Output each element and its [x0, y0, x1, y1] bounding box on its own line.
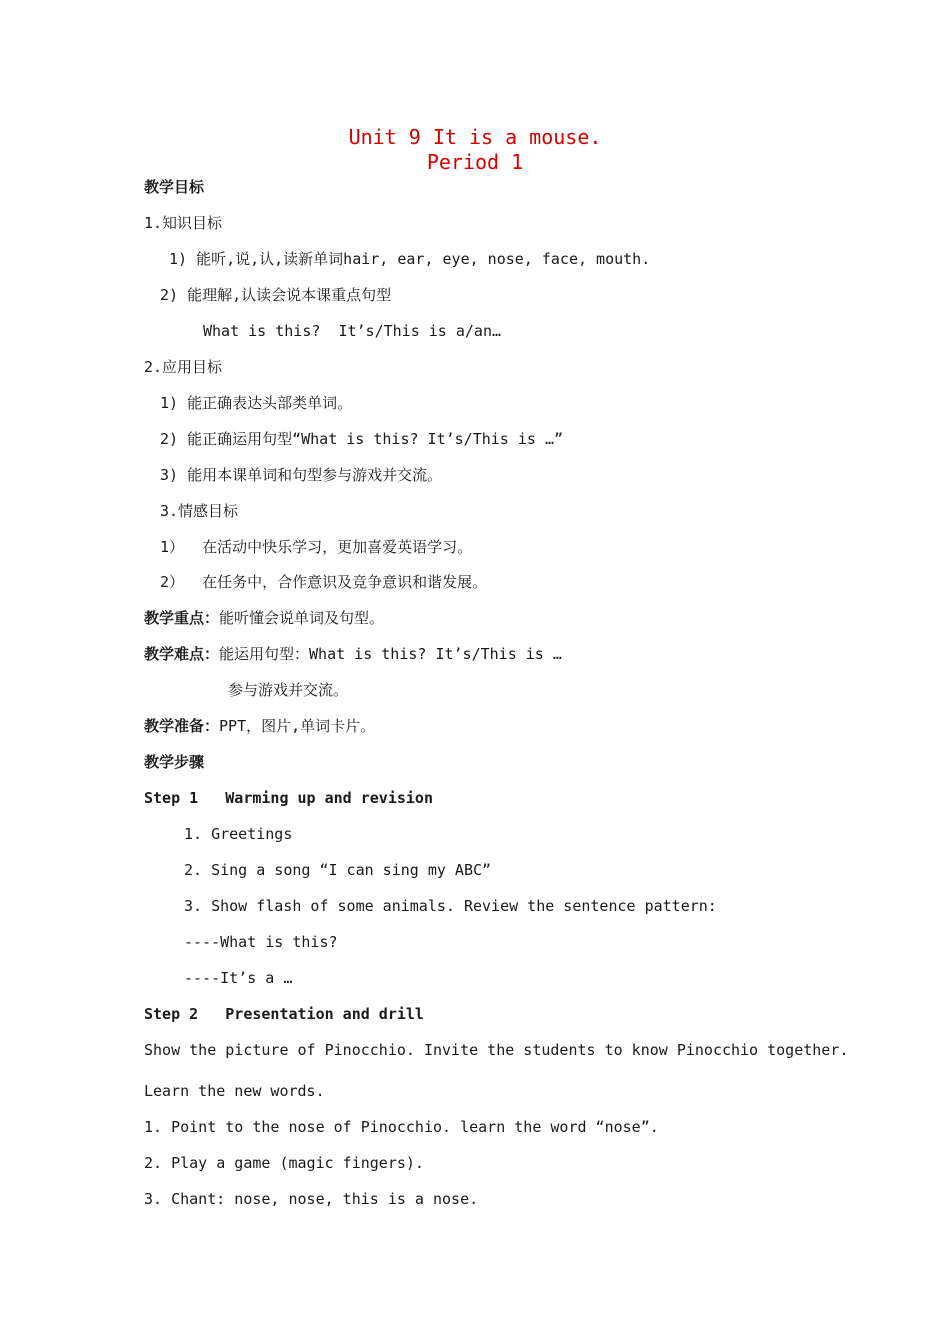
step1-item: 2. Sing a song “I can sing my ABC”: [184, 861, 492, 879]
step2-item: 2. Play a game (magic fingers).: [144, 1154, 424, 1172]
emotion-item: 2） 在任务中，合作意识及竞争意识和谐发展。: [160, 573, 488, 591]
preparation-text: PPT，图片,单词卡片。: [219, 717, 376, 735]
step2-heading: Step 2 Presentation and drill: [144, 1005, 424, 1023]
difficult-points-text: 能运用句型：What is this? It’s/This is …: [219, 645, 562, 663]
step1-item: 1. Greetings: [184, 825, 293, 843]
step1-item: ----What is this?: [184, 933, 338, 951]
step1-heading: Step 1 Warming up and revision: [144, 789, 433, 807]
preparation-label: 教学准备：: [144, 717, 220, 735]
application-heading: 2.应用目标: [144, 358, 223, 376]
knowledge-item: 1) 能听,说,认,读新单词hair, ear, eye, nose, face, mouth.: [169, 250, 651, 268]
step2-item: 1. Point to the nose of Pinocchio. learn the word “nose”.: [144, 1118, 659, 1136]
emotion-heading: 3.情感目标: [160, 502, 239, 520]
emotion-item: 1） 在活动中快乐学习，更加喜爱英语学习。: [160, 538, 473, 556]
step1-item: ----It’s a …: [184, 969, 293, 987]
document-title: Unit 9 It is a mouse.: [348, 125, 602, 149]
difficult-points: [144, 644, 562, 664]
key-points-text: 能听懂会说单词及句型。: [219, 609, 385, 627]
step2-item: 3. Chant: nose, nose, this is a nose.: [144, 1190, 479, 1208]
difficult-points-text-continued: 参与游戏并交流。: [228, 681, 349, 699]
application-item: 1) 能正确表达头部类单词。: [160, 394, 353, 412]
knowledge-item: What is this? It’s/This is a/an…: [203, 322, 502, 340]
key-points: [144, 608, 384, 628]
preparation: [144, 716, 375, 736]
step1-item: 3. Show flash of some animals. Review the sentence pattern:: [184, 897, 717, 915]
knowledge-heading: 1.知识目标: [144, 214, 223, 232]
application-item: 3) 能用本课单词和句型参与游戏并交流。: [160, 466, 443, 484]
objectives-heading: 教学目标: [144, 178, 205, 196]
knowledge-item: 2) 能理解,认读会说本课重点句型: [160, 286, 392, 304]
steps-heading: 教学步骤: [144, 753, 205, 771]
application-item: 2) 能正确运用句型“What is this? It’s/This is …”: [160, 430, 564, 448]
step2-intro-continued: Learn the new words.: [144, 1082, 325, 1100]
document-subtitle: Period 1: [426, 150, 524, 174]
step2-intro: Show the picture of Pinocchio. Invite the students to know Pinocchio together.: [144, 1041, 849, 1059]
difficult-points-label: 教学难点：: [144, 645, 220, 663]
key-points-label: 教学重点：: [144, 609, 220, 627]
